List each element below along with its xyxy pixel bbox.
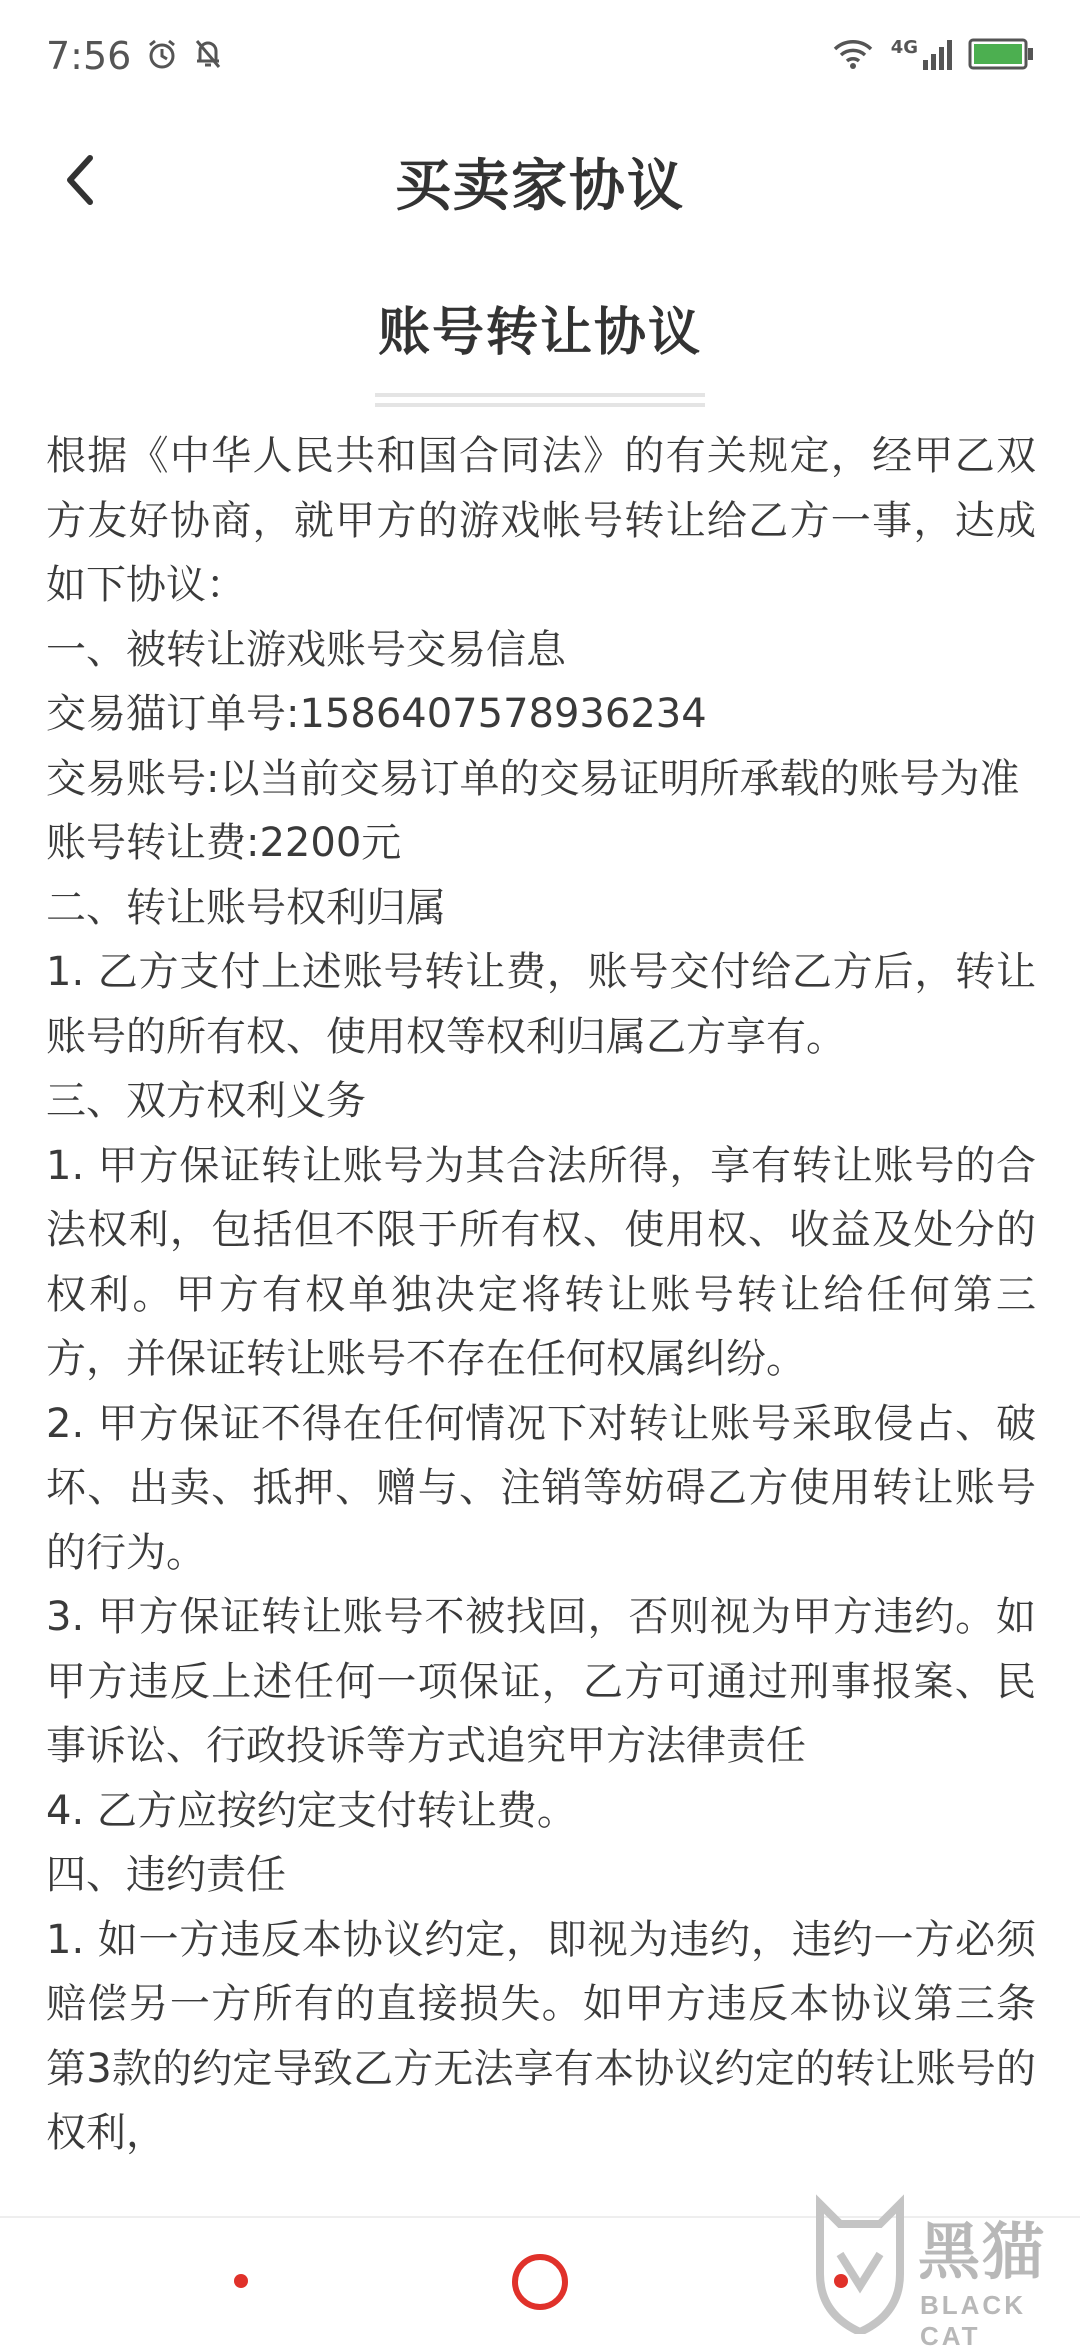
document-header: [0, 290, 1080, 407]
back-button[interactable]: [40, 142, 120, 222]
paragraph: 1. 甲方保证转让账号为其合法所得，享有转让账号的合法权利，包括但不限于所有权、使用权、收益及处分的权利。甲方有权单独决定将转让账号转让给任何第三方，并保证转让账号不存在任何权属纠纷。: [46, 1142, 1036, 1382]
network-type-label: 4G: [890, 36, 918, 58]
signal-icon: [922, 38, 952, 74]
nav-dot-left[interactable]: [234, 2274, 248, 2288]
paragraph: 3. 甲方保证转让账号不被找回，否则视为甲方违约。如甲方违反上述任何一项保证，乙方可通过刑事报案、民事诉讼、行政投诉等方式追究甲方法律责任: [46, 1594, 1036, 1769]
section-heading: 二、转让账号权利归属: [46, 884, 446, 931]
battery-icon: [968, 38, 1034, 74]
cat-shield-icon: [810, 2194, 910, 2334]
status-right: [831, 37, 1034, 75]
watermark-subtext: BLACK CAT: [920, 2290, 1026, 2351]
section-heading: 三、双方权利义务: [46, 1078, 366, 1124]
section-heading: 一、被转让游戏账号交易信息: [46, 626, 566, 673]
chevron-left-icon: [60, 152, 100, 212]
paragraph: 4. 乙方应按约定支付转让费。: [46, 1787, 577, 1834]
paragraph: 1. 乙方支付上述账号转让费，账号交付给乙方后，转让账号的所有权、使用权等权利归属乙方享有。: [46, 949, 1036, 1060]
wifi-icon: [831, 37, 875, 75]
mute-bell-icon: [193, 37, 223, 75]
paragraph: 1. 如一方违反本协议约定，即视为违约，违约一方必须赔偿另一方所有的直接损失。如甲方违反本协议第三条第3款的约定导致乙方无法享有本协议约定的转让账号的权利，: [46, 1916, 1036, 2156]
section-heading: 四、违约责任: [46, 1852, 286, 1898]
agreement-body: [46, 424, 1036, 2224]
status-left: [46, 34, 223, 78]
home-ring-button[interactable]: [512, 2254, 568, 2310]
paragraph: 2. 甲方保证不得在任何情况下对转让账号采取侵占、破坏、出卖、抵押、赠与、注销等妨碍乙方使用转让账号的行为。: [46, 1400, 1036, 1576]
page-title: 买卖家协议: [395, 154, 685, 219]
paragraph: 交易账号:以当前交易订单的交易证明所承载的账号为准: [46, 755, 1020, 802]
alarm-icon: [145, 37, 179, 75]
status-bar: [0, 0, 1080, 112]
watermark-logo: [810, 2190, 1080, 2351]
paragraph: 根据《中华人民共和国合同法》的有关规定，经甲乙双方友好协商，就甲方的游戏帐号转让给乙方一事，达成如下协议：: [46, 433, 1036, 608]
status-time: 7:56: [46, 34, 132, 78]
document-title: 账号转让协议: [377, 303, 702, 363]
title-underline: [375, 393, 705, 407]
order-number: 交易猫订单号:1586407578936234: [46, 691, 707, 737]
transfer-fee: 账号转让费:2200元: [46, 820, 402, 866]
nav-bar: [0, 112, 1080, 252]
watermark-text: 黑猫: [918, 2215, 1047, 2288]
